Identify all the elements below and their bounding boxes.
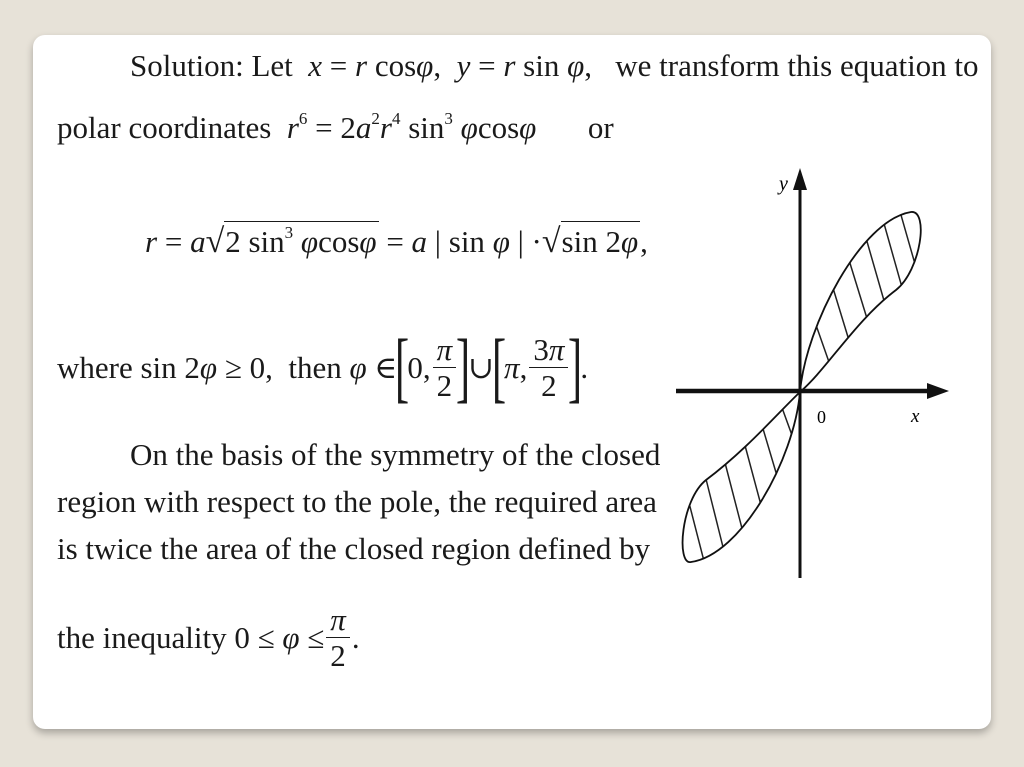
- then-word: then: [288, 349, 342, 385]
- lemniscate-graph: [661, 160, 961, 590]
- y-arrow-icon: [793, 168, 807, 190]
- symmetry-line-2: region with respect to the pole, the required area: [57, 484, 657, 519]
- solution-line: [130, 50, 979, 81]
- or-word: or: [587, 110, 614, 145]
- domain-line: where sin 2φ ≥ 0, then φ ∈ [ 0, $\frac{\pi}{2}$ ] ∪ [ π , $\frac{3\pi}{2}$ ] .: [57, 322, 589, 410]
- radius-formula: r = a√2 $\sin^3 \varphi\cos\varphi = a$ | sin φ | ·√sin 2φ,: [145, 223, 648, 260]
- transform-tail: we transform this equation to: [615, 48, 979, 83]
- where-prefix: where: [57, 349, 133, 385]
- inequality-prefix: the inequality: [57, 620, 227, 655]
- slide-card: [33, 35, 991, 729]
- lower-petal: [683, 392, 800, 562]
- x-arrow-icon: [927, 383, 949, 399]
- polar-line: [57, 109, 614, 145]
- symmetry-line-3: is twice the area of the closed region defined by: [57, 531, 651, 566]
- solution-prefix: Solution: Let: [130, 48, 293, 83]
- inequality-line: the inequality 0 ≤ φ ≤ $\frac{\pi}{2}$ .: [57, 602, 360, 673]
- symmetry-line-1: On the basis of the symmetry of the closed: [130, 437, 661, 472]
- x-axis-label: x: [911, 406, 920, 427]
- polar-prefix: polar coordinates: [57, 110, 272, 145]
- polar-equation: $r^6 = 2a^2r^4$ $\sin^3 \varphi\cos\varphi$: [286, 109, 537, 145]
- lower-petal-hatching: [687, 405, 801, 565]
- y-axis-label: y: [779, 173, 788, 195]
- origin-label: 0: [817, 407, 826, 427]
- polar-substitution: x = r cosφ, y = r sin φ,: [308, 48, 608, 83]
- upper-petal: [800, 212, 921, 392]
